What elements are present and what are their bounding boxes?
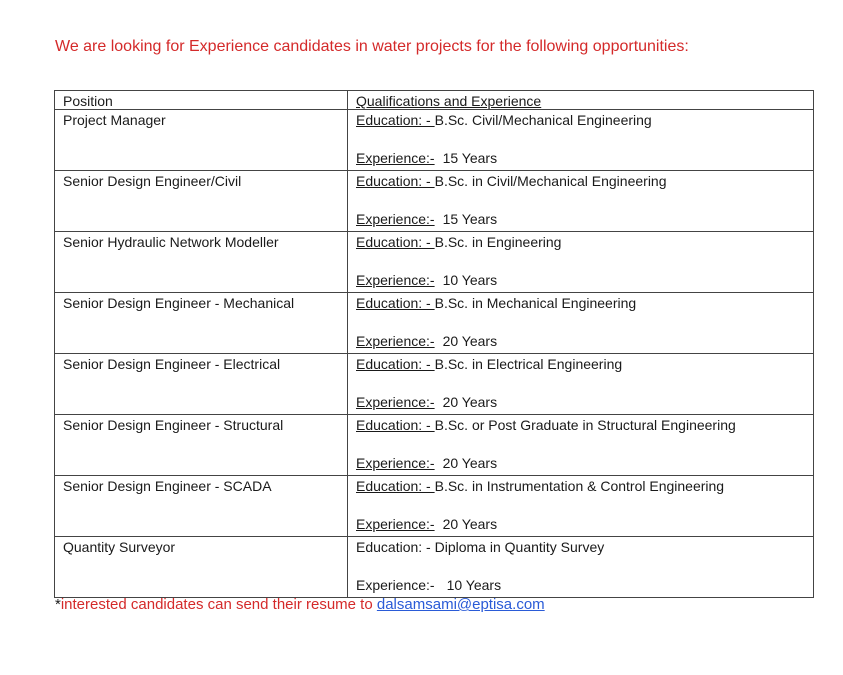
experience-line xyxy=(356,272,805,289)
position-cell: Senior Design Engineer - Mechanical xyxy=(55,293,348,354)
experience-value: 15 Years xyxy=(442,150,498,166)
education-value: B.Sc. in Civil/Mechanical Engineering xyxy=(434,173,667,189)
education-label: Education: - xyxy=(356,356,435,372)
education-line xyxy=(356,234,805,251)
position-cell: Project Manager xyxy=(55,110,348,171)
header-qualifications-label: Qualifications and Experience xyxy=(356,93,542,109)
experience-label: Experience:- xyxy=(356,211,435,227)
education-label: Education: - xyxy=(356,478,435,494)
experience-line xyxy=(356,211,805,228)
education-value: B.Sc. in Mechanical Engineering xyxy=(434,295,637,311)
education-line xyxy=(356,112,805,129)
table-row xyxy=(55,110,814,171)
position-cell: Senior Design Engineer - Electrical xyxy=(55,354,348,415)
footer-asterisk: * xyxy=(55,596,61,613)
table-row xyxy=(55,232,814,293)
position-cell: Senior Design Engineer - Structural xyxy=(55,415,348,476)
experience-label: Experience:- xyxy=(356,272,435,288)
education-label: Education: - xyxy=(356,417,435,433)
footer-text: interested candidates can send their resume to xyxy=(60,596,377,613)
education-label: Education: - xyxy=(356,539,435,555)
table-row xyxy=(55,171,814,232)
qualifications-cell xyxy=(348,293,814,354)
email-link[interactable]: dalsamsami@eptisa.com xyxy=(376,596,545,613)
education-line xyxy=(356,173,805,190)
footer-note xyxy=(55,596,545,613)
experience-line xyxy=(356,516,805,533)
education-value: B.Sc. in Engineering xyxy=(434,234,562,250)
experience-value: 20 Years xyxy=(442,394,498,410)
table-row xyxy=(55,476,814,537)
headline: We are looking for Experience candidates in water projects for the following opportunities: xyxy=(55,38,689,55)
position-cell: Senior Design Engineer/Civil xyxy=(55,171,348,232)
table-row xyxy=(55,415,814,476)
table-row xyxy=(55,354,814,415)
education-value: B.Sc. in Instrumentation & Control Engineering xyxy=(434,478,725,494)
experience-label: Experience:- xyxy=(356,516,435,532)
experience-line xyxy=(356,333,805,350)
positions-table xyxy=(54,90,814,598)
experience-label: Experience:- xyxy=(356,577,435,593)
education-label: Education: - xyxy=(356,234,435,250)
experience-label: Experience:- xyxy=(356,333,435,349)
education-line xyxy=(356,417,805,434)
qualifications-cell xyxy=(348,110,814,171)
qualifications-cell xyxy=(348,537,814,598)
position-cell: Senior Design Engineer - SCADA xyxy=(55,476,348,537)
education-line xyxy=(356,295,805,312)
experience-line xyxy=(356,394,805,411)
experience-value: 15 Years xyxy=(442,211,498,227)
education-value: Diploma in Quantity Survey xyxy=(434,539,605,555)
header-position: Position xyxy=(55,91,348,110)
qualifications-cell xyxy=(348,232,814,293)
qualifications-cell xyxy=(348,354,814,415)
education-label: Education: - xyxy=(356,112,435,128)
experience-value: 10 Years xyxy=(442,272,498,288)
experience-value: 20 Years xyxy=(442,455,498,471)
experience-label: Experience:- xyxy=(356,150,435,166)
table-header-row xyxy=(55,91,814,110)
education-line xyxy=(356,356,805,373)
experience-value: 20 Years xyxy=(442,516,498,532)
education-value: B.Sc. Civil/Mechanical Engineering xyxy=(434,112,652,128)
experience-label: Experience:- xyxy=(356,394,435,410)
experience-label: Experience:- xyxy=(356,455,435,471)
experience-value: 20 Years xyxy=(442,333,498,349)
education-value: B.Sc. or Post Graduate in Structural Engineering xyxy=(434,417,736,433)
experience-line xyxy=(356,150,805,167)
table-row xyxy=(55,537,814,598)
qualifications-cell xyxy=(348,171,814,232)
experience-line xyxy=(356,455,805,472)
header-qualifications xyxy=(348,91,814,110)
experience-value: 10 Years xyxy=(446,577,502,593)
education-label: Education: - xyxy=(356,173,435,189)
qualifications-cell xyxy=(348,415,814,476)
table-row xyxy=(55,293,814,354)
position-cell: Senior Hydraulic Network Modeller xyxy=(55,232,348,293)
experience-line xyxy=(356,577,805,594)
position-cell: Quantity Surveyor xyxy=(55,537,348,598)
education-line xyxy=(356,539,805,556)
education-value: B.Sc. in Electrical Engineering xyxy=(434,356,623,372)
qualifications-cell xyxy=(348,476,814,537)
education-label: Education: - xyxy=(356,295,435,311)
education-line xyxy=(356,478,805,495)
